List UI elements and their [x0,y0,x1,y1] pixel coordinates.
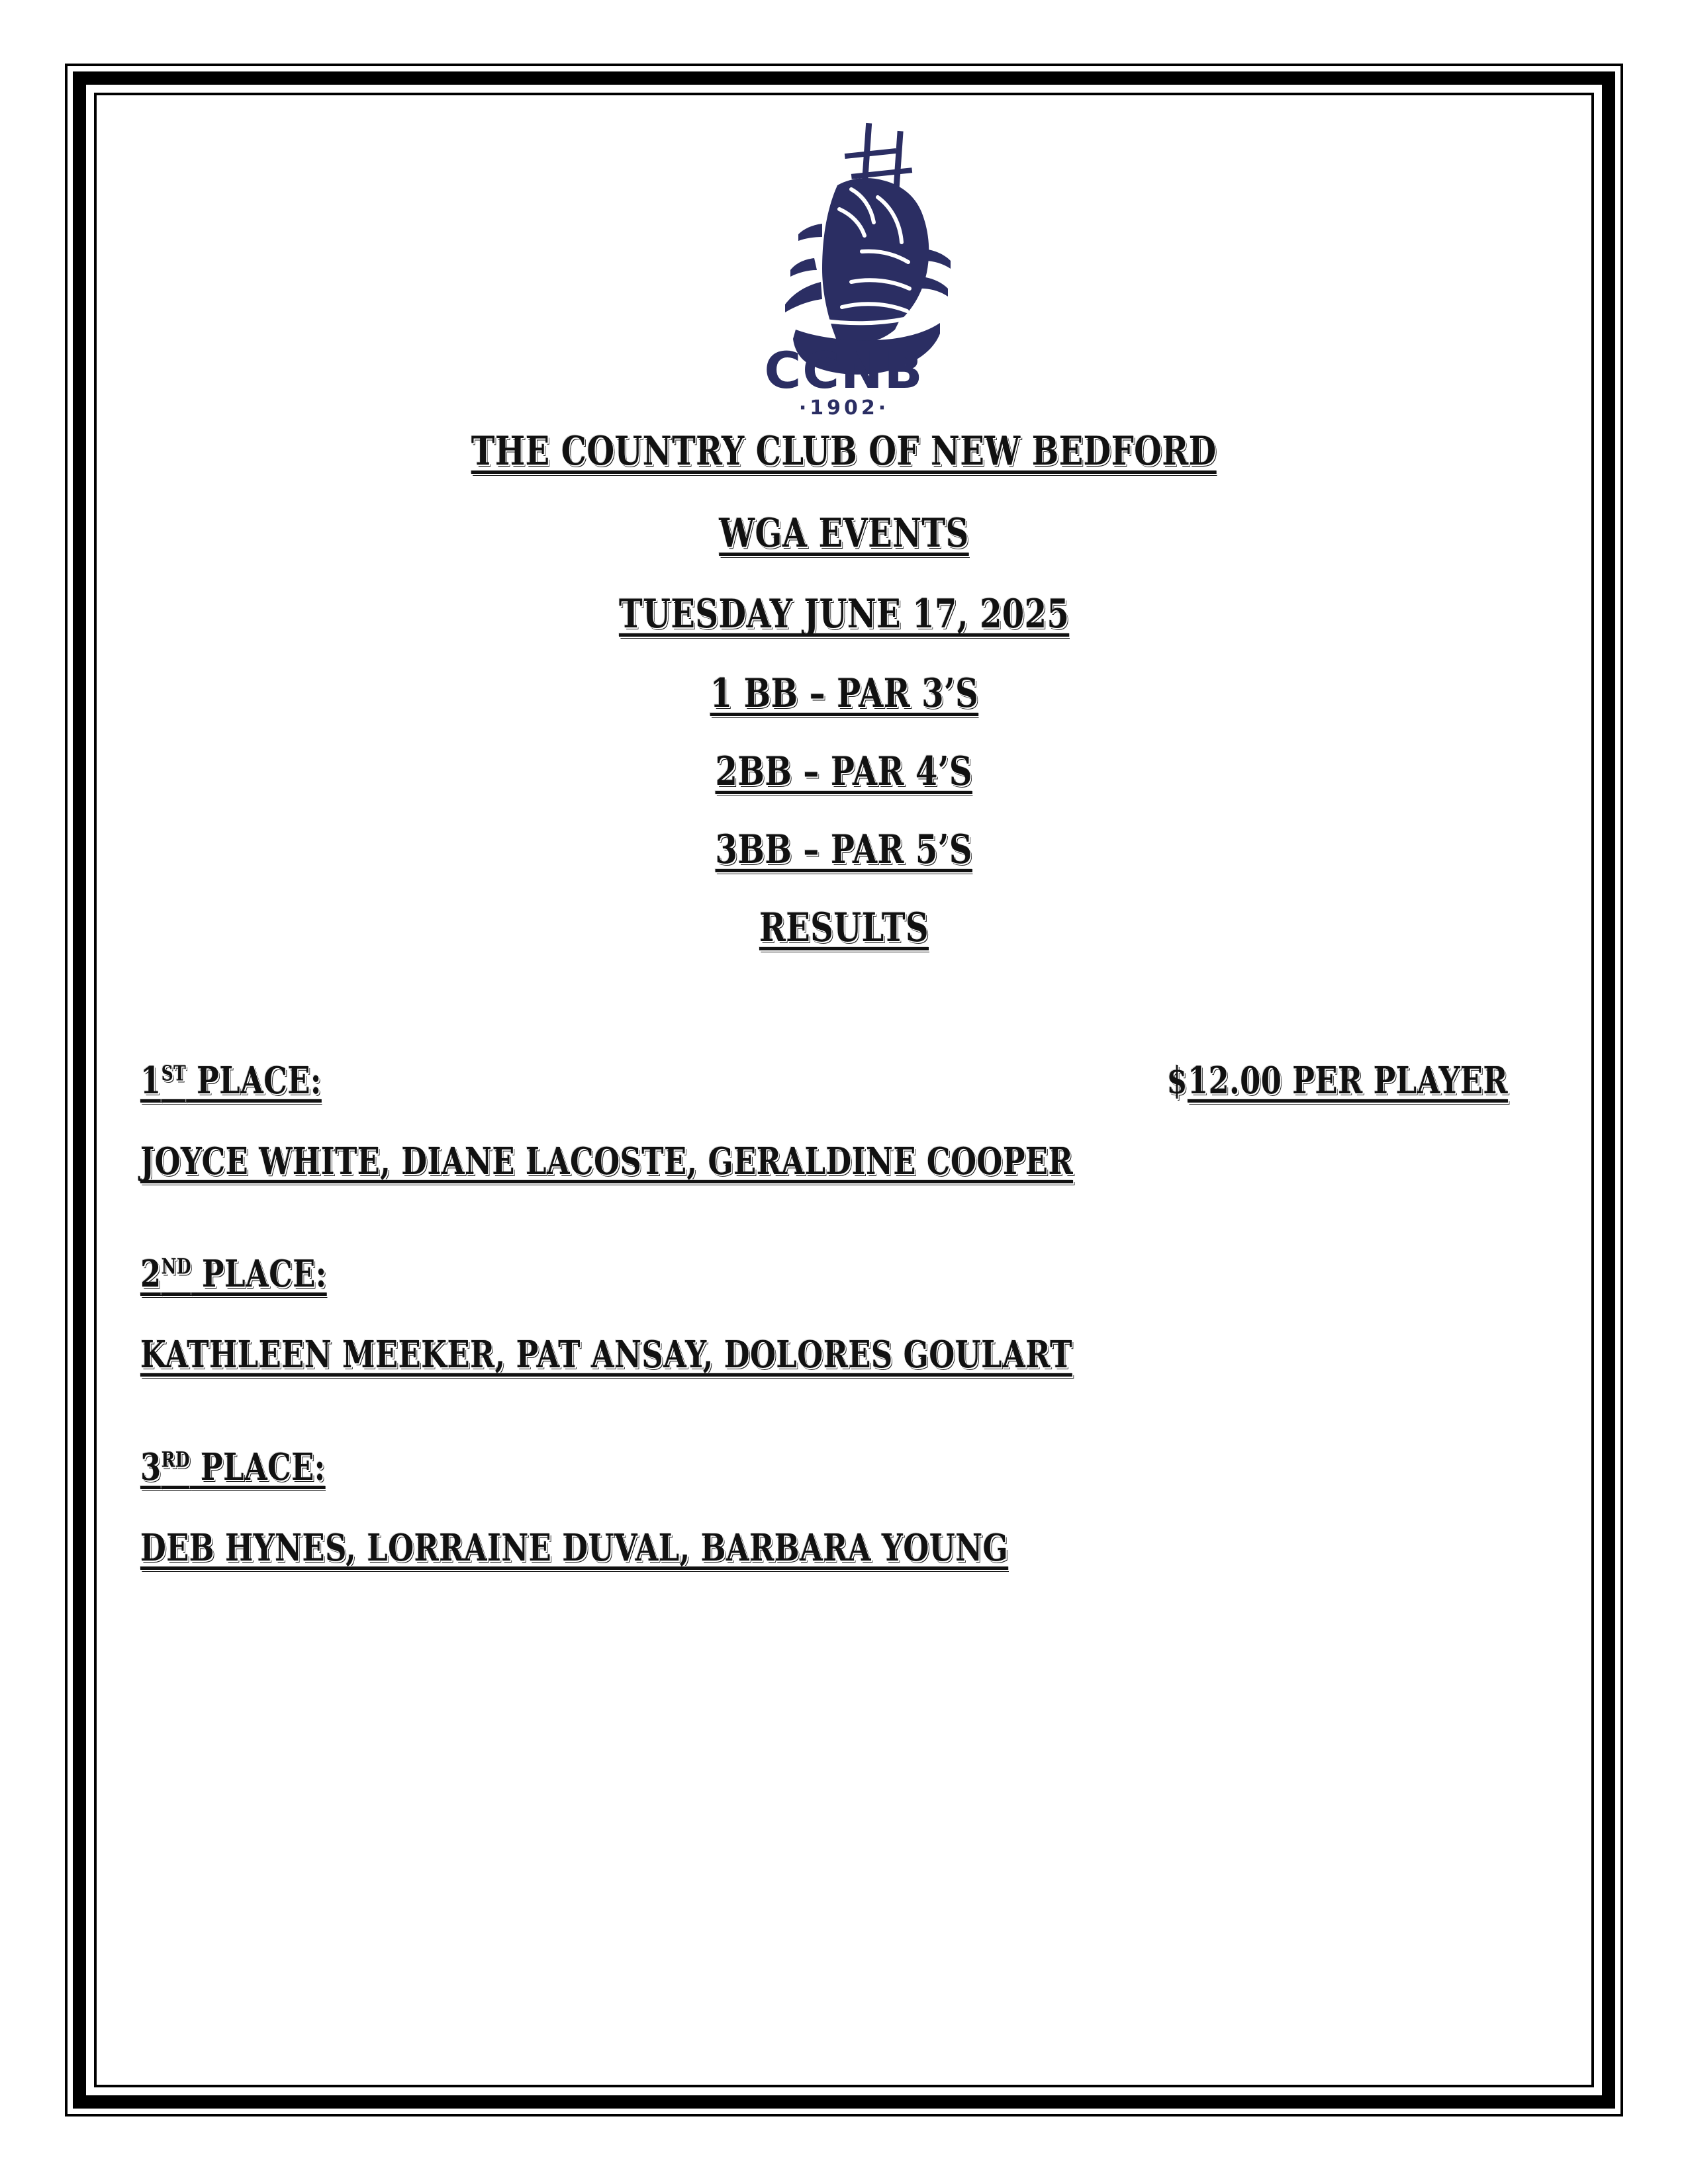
heading-format-2bb [126,749,1562,795]
result-header-row [140,1445,1562,1494]
rank-suffix: ST [161,1062,187,1086]
heading-results-text: RESULTS [759,905,929,951]
rank-number: 2 [140,1252,162,1296]
heading-club-name [126,428,1562,475]
result-header-row [140,1252,1562,1301]
result-names-row [140,1526,1562,1578]
rank-label-text: PLACE: [191,1252,327,1296]
rank-number: 1 [140,1059,162,1103]
result-entry [140,1252,1562,1385]
ccnb-logo-mark [722,111,966,422]
prize-amount-underlined: 12.00 PER PLAYER [1187,1059,1508,1103]
rank-suffix: ND [161,1255,192,1279]
rank-label-text: PLACE: [189,1445,326,1489]
heading-club-name-text: THE COUNTRY CLUB OF NEW BEDFORD [471,428,1217,475]
result-entry [140,1059,1562,1191]
prize-amount: $12.00 PER PLAYER [1166,1059,1508,1103]
results-list [126,1059,1562,1578]
winner-names-first: JOYCE WHITE, DIANE LACOSTE, GERALDINE COOPER [140,1140,1074,1183]
logo-year: ·1902· [798,396,890,420]
winner-names-third: DEB HYNES, LORRAINE DUVAL, BARBARA YOUNG [140,1526,1009,1570]
rank-suffix: RD [161,1448,190,1473]
document-content [126,99,1562,1578]
rank-label-first [140,1059,322,1103]
rank-label-text: PLACE: [186,1059,322,1103]
result-names-row [140,1333,1562,1385]
rank-label-second [140,1252,327,1296]
heading-results [126,905,1562,951]
heading-format-1bb-text: 1 BB – PAR 3’S [710,670,978,717]
rank-label-third [140,1445,326,1489]
club-logo [126,99,1562,432]
result-header-row [140,1059,1562,1108]
logo-wordmark: CCNB [764,341,924,400]
heading-event-date [126,591,1562,637]
heading-format-2bb-text: 2BB – PAR 4’S [715,749,973,795]
winner-names-second: KATHLEEN MEEKER, PAT ANSAY, DOLORES GOULART [140,1333,1072,1377]
result-names-row [140,1140,1562,1191]
rank-number: 3 [140,1445,162,1489]
heading-event-type-text: WGA EVENTS [719,510,969,557]
heading-event-date-text: TUESDAY JUNE 17, 2025 [618,591,1070,637]
heading-format-3bb [126,827,1562,873]
heading-format-1bb [126,670,1562,717]
heading-format-3bb-text: 3BB – PAR 5’S [715,827,973,873]
result-entry [140,1445,1562,1578]
heading-event-type [126,510,1562,557]
